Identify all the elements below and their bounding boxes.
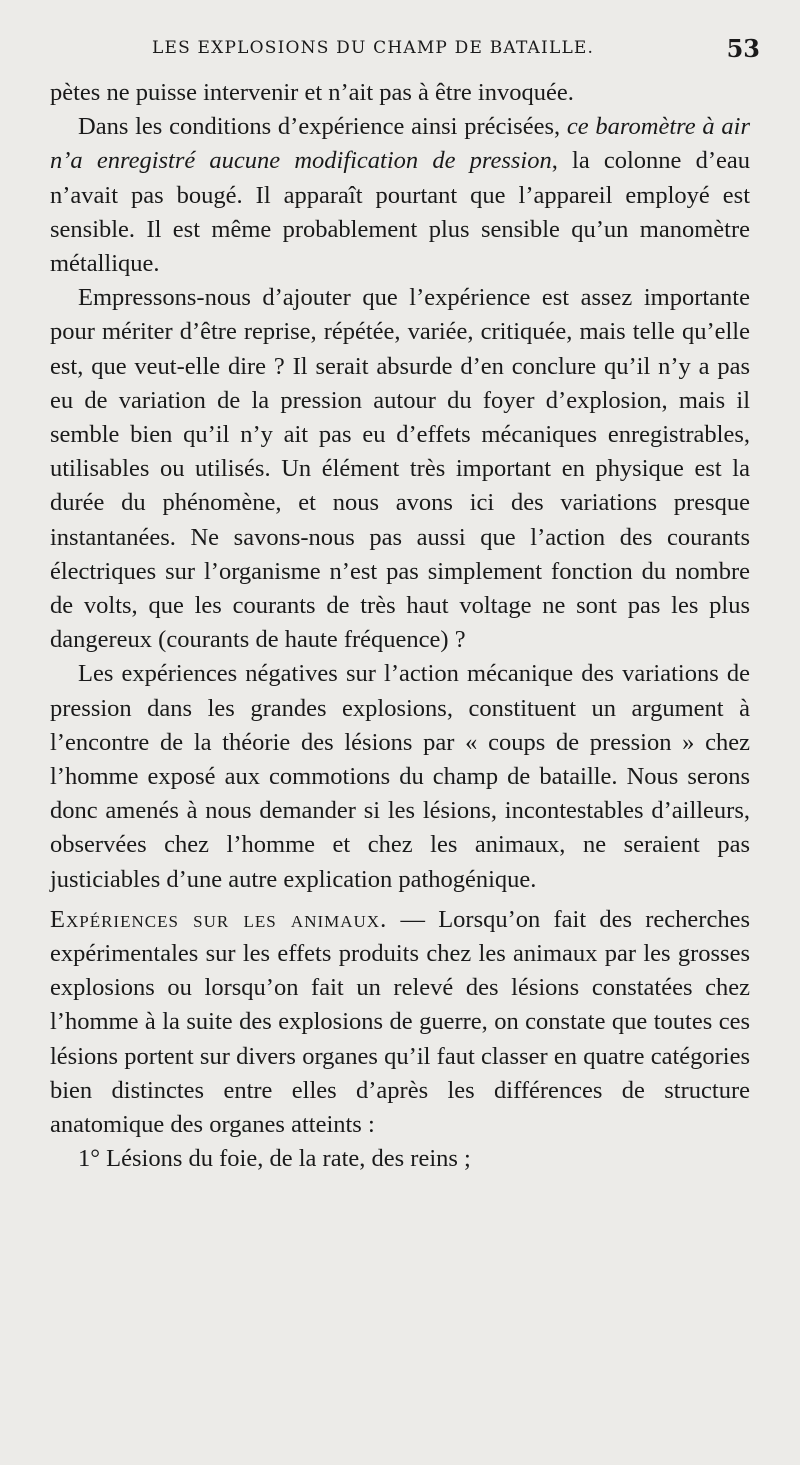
page-number: 53 — [726, 34, 760, 63]
paragraph — [50, 657, 750, 896]
section-paragraph — [50, 903, 750, 1142]
paragraph-text: Les expériences négatives sur l’action mécanique des variations de pression dans les grandes explosions, constituent un argument à l’encontre de la théorie des lésions par « coups de pression » chez l’homme exposé aux commotions du champ de bataille. Nous serons donc amenés à nous demander si les lésions, incontestables d’ailleurs, observées chez l’homme et chez les animaux, ne seraient pas justiciables d’une autre explication pathogénique. — [50, 660, 750, 893]
running-title: LES EXPLOSIONS DU CHAMP DE BATAILLE. — [152, 38, 595, 58]
paragraph — [50, 281, 750, 657]
paragraph — [50, 110, 750, 281]
paragraph-continuation — [50, 76, 750, 110]
body-text — [50, 76, 750, 1177]
paragraph-text: pètes ne puisse intervenir et n’ait pas à être invoquée. — [50, 79, 574, 106]
italic-emphasis: ce baromètre à air n’a enregistré aucune modification de pression — [50, 113, 750, 175]
paragraph-text: Empressons-nous d’ajouter que l’expérience est assez importante pour mériter d’être reprise, répétée, variée, critiquée, mais telle qu’elle est, que veut-elle dire ? Il serait absurde d’en conclure qu’il n’y a pas eu de variation de la pression autour du foyer d’explosion, mais il semble bien qu’il n’y ait pas eu d’effets mécaniques enregistrables, utilisables ou utilisés. Un élément très important en physique est la durée du phénomène, et nous avons ici des variations presque instantanées. Ne savons-nous pas aussi que l’action des courants électriques sur l’organisme n’est pas simplement fonction du nombre de volts, que les courants de très haut voltage ne sont pas les plus dangereux (courants de haute fréquence) ? — [50, 284, 750, 654]
paragraph-text: , la colonne d’eau n’avait pas bougé. Il apparaît pourtant que l’appareil employé est sensible. Il est même probablement plus sensible qu’un manomètre métallique. — [50, 147, 750, 278]
paragraph-text: Dans les conditions d’expérience ainsi précisées, — [78, 113, 567, 141]
paragraph-text: — Lorsqu’on fait des recherches expérimentales sur les effets produits chez les animaux par les grosses explosions ou lorsqu’on fait un relevé des lésions constatées chez l’homme à la suite des explosions de guerre, on constate que toutes ces lésions portent sur divers organes qu’il faut classer en quatre catégories bien distinctes entre elles d’après les différences de structure anatomique des organes atteints : — [50, 905, 750, 1139]
page-header — [52, 34, 760, 66]
list-item-text: 1° Lésions du foie, de la rate, des reins ; — [78, 1145, 471, 1173]
section-heading: Expériences sur les animaux. — [50, 905, 388, 933]
list-item — [50, 1142, 750, 1176]
